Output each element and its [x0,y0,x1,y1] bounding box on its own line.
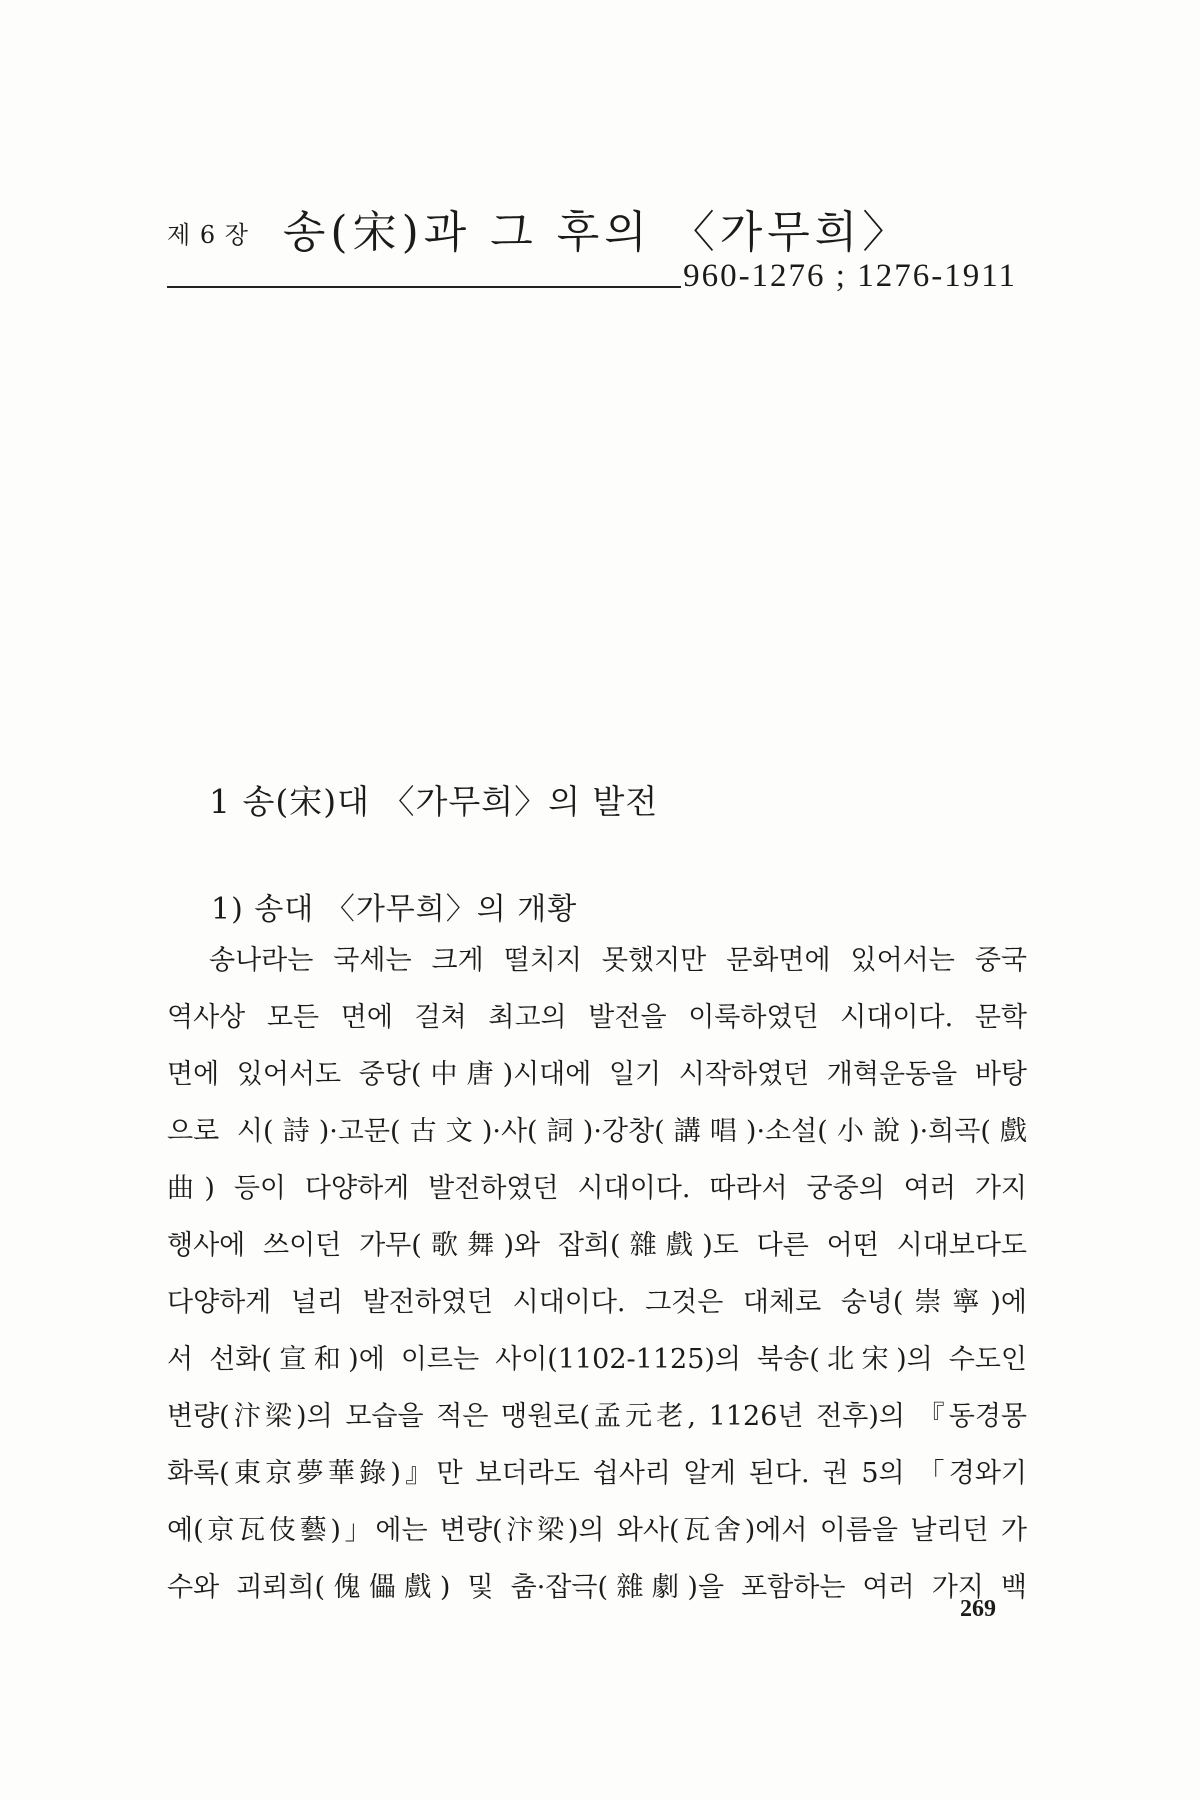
body-line: 수와 괴뢰희(傀儡戲) 및 춤·잡극(雜劇)을 포함하는 여러 가지 백 [167,1572,1027,1603]
body-line: 행사에 쓰이던 가무(歌舞)와 잡희(雜戲)도 다른 어떤 시대보다도 [167,1230,1027,1261]
body-line: 曲) 등이 다양하게 발전하였던 시대이다. 따라서 궁중의 여러 가지 [167,1173,1027,1204]
body-line: 송나라는 국세는 크게 떨치지 못했지만 문화면에 있어서는 중국 [209,945,1027,976]
chapter-title [167,196,911,260]
chapter-name: 송(宋)과 그 후의 〈가무희〉 [282,207,912,258]
body-line: 서 선화(宣和)에 이르는 사이(1102-1125)의 북송(北宋)의 수도인 [167,1344,1027,1375]
body-line: 역사상 모든 면에 걸쳐 최고의 발전을 이룩하였던 시대이다. 문학 [167,1002,1027,1033]
body-line: 예(京瓦伎藝)」에는 변량(汴梁)의 와사(瓦舍)에서 이름을 날리던 가 [167,1515,1027,1546]
chapter-date-line [167,258,1017,295]
body-line: 다양하게 널리 발전하였던 시대이다. 그것은 대체로 숭녕(崇寧)에 [167,1287,1027,1318]
subsection-heading: 1) 송대 〈가무희〉의 개황 [211,892,578,927]
section-heading: 1 송(宋)대 〈가무희〉의 발전 [209,782,659,821]
body-line: 으로 시(詩)·고문(古文)·사(詞)·강창(講唱)·소설(小說)·희곡(戲 [167,1116,1027,1147]
chapter-dates: 960-1276 ; 1276-1911 [683,258,1017,294]
horizontal-rule [167,286,681,288]
page-number: 269 [960,1596,996,1622]
body-line: 화록(東京夢華錄)』만 보더라도 쉽사리 알게 된다. 권 5의 「경와기 [167,1458,1027,1489]
body-line: 면에 있어서도 중당(中唐)시대에 일기 시작하였던 개혁운동을 바탕 [167,1059,1027,1090]
body-line: 변량(汴梁)의 모습을 적은 맹원로(孟元老, 1126년 전후)의 『동경몽 [167,1401,1027,1432]
body-paragraph [167,932,1027,1616]
chapter-label: 제 6 장 [167,221,249,249]
